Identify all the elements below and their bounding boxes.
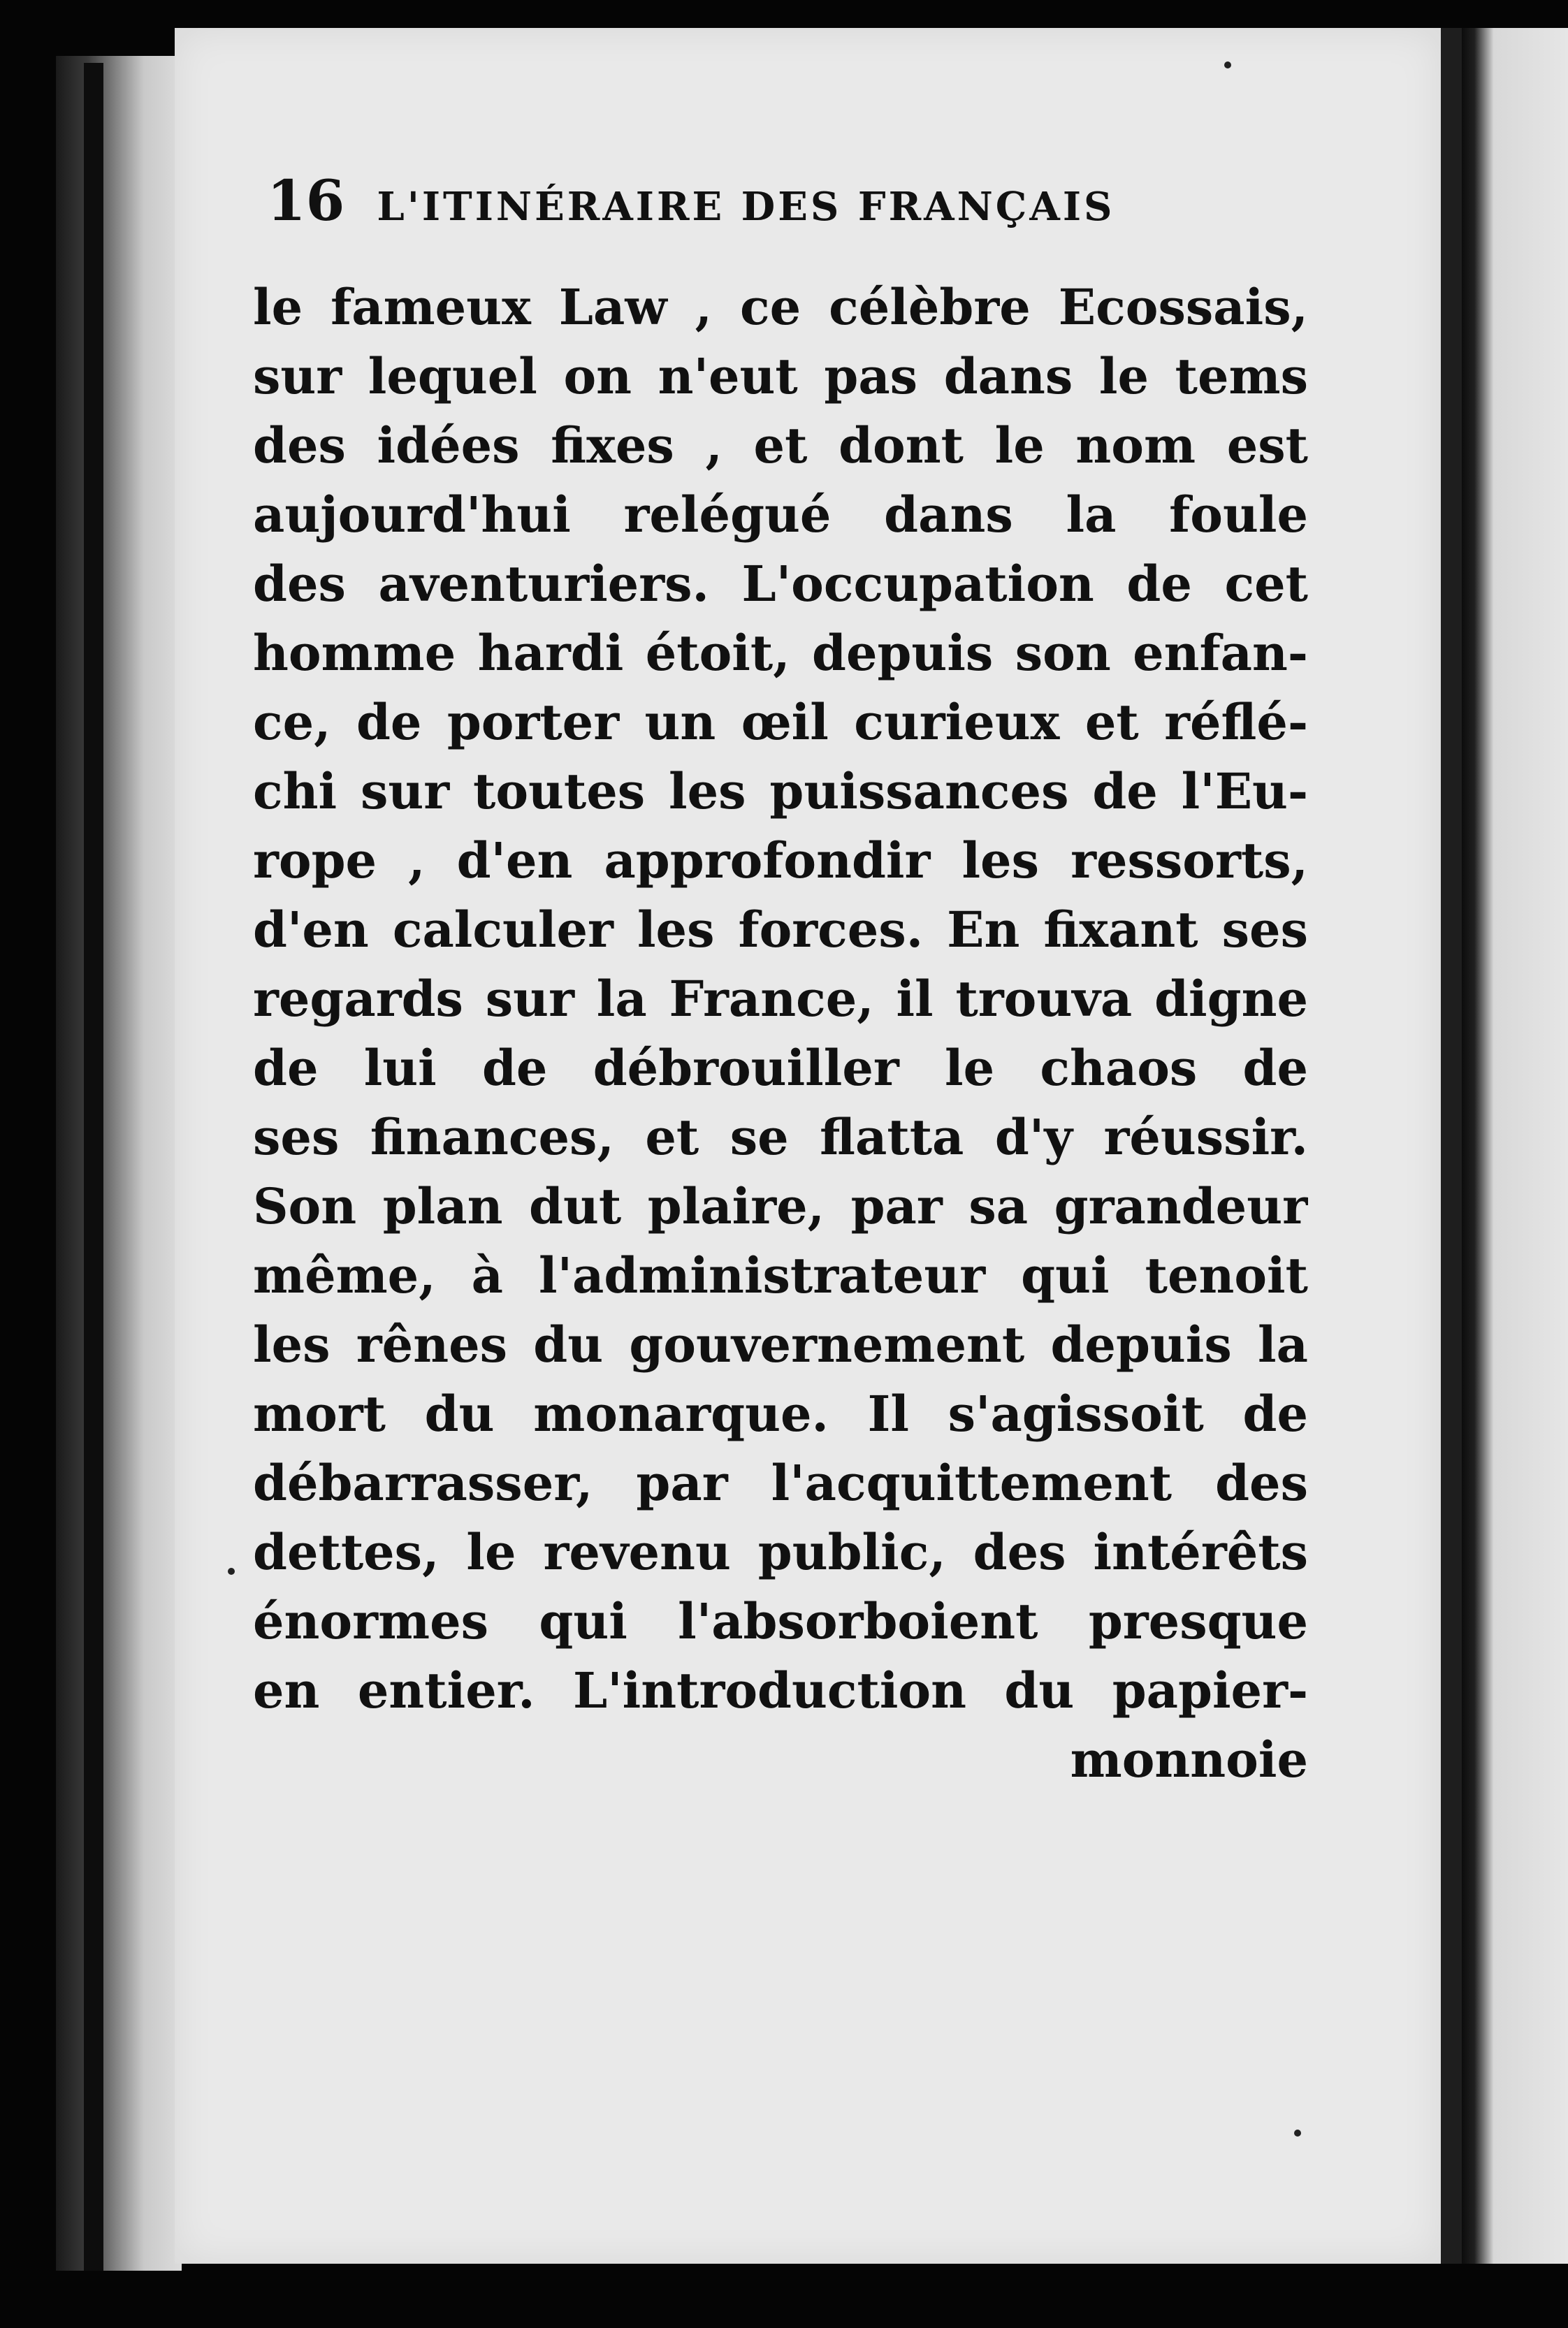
- text-line: le fameux Law , ce célèbre Ecossais,: [253, 278, 1308, 336]
- catchword: monnoie: [1070, 1731, 1308, 1789]
- ink-speck: [228, 1568, 235, 1575]
- next-page-sliver: [1462, 28, 1568, 2264]
- text-line: chi sur toutes les puissances de l'Eu-: [253, 762, 1308, 820]
- book-binding: [56, 56, 182, 2271]
- next-page-edge: [1441, 28, 1462, 2264]
- body-text: [253, 272, 1308, 1794]
- text-line: les rênes du gouvernement depuis la: [253, 1316, 1308, 1374]
- text-line: des aventuriers. L'occupation de cet: [253, 555, 1308, 613]
- text-line: ses finances, et se flatta d'y réussir.: [253, 1108, 1308, 1166]
- text-line: de lui de débrouiller le chaos de: [253, 1039, 1308, 1097]
- page-header: [267, 168, 1231, 252]
- text-line: aujourd'hui relégué dans la foule: [253, 486, 1308, 544]
- running-head: L'ITINÉRAIRE DES FRANÇAIS: [377, 184, 1115, 230]
- text-line: énormes qui l'absorboient presque: [253, 1592, 1308, 1650]
- text-line: sur lequel on n'eut pas dans le tems: [253, 347, 1308, 405]
- text-line: rope , d'en approfondir les ressorts,: [253, 831, 1308, 889]
- ink-speck: [1224, 61, 1231, 68]
- text-line: regards sur la France, il trouva digne: [253, 970, 1308, 1028]
- binding-shadow: [84, 63, 103, 2271]
- text-line: même, à l'administrateur qui tenoit: [253, 1246, 1308, 1304]
- ink-speck: [1294, 2130, 1301, 2137]
- text-line: en entier. L'introduction du papier-: [253, 1661, 1308, 1719]
- text-line: mort du monarque. Il s'agissoit de: [253, 1385, 1308, 1443]
- text-line: homme hardi étoit, depuis son enfan-: [253, 624, 1308, 682]
- text-line: dettes, le revenu public, des intérêts: [253, 1523, 1308, 1581]
- text-line: débarrasser, par l'acquittement des: [253, 1454, 1308, 1512]
- page-number: 16: [267, 168, 345, 233]
- text-line: des idées fixes , et dont le nom est: [253, 416, 1308, 474]
- text-line: Son plan dut plaire, par sa grandeur: [253, 1177, 1308, 1235]
- text-line: d'en calculer les forces. En fixant ses: [253, 901, 1308, 959]
- text-line: ce, de porter un œil curieux et réflé-: [253, 693, 1308, 751]
